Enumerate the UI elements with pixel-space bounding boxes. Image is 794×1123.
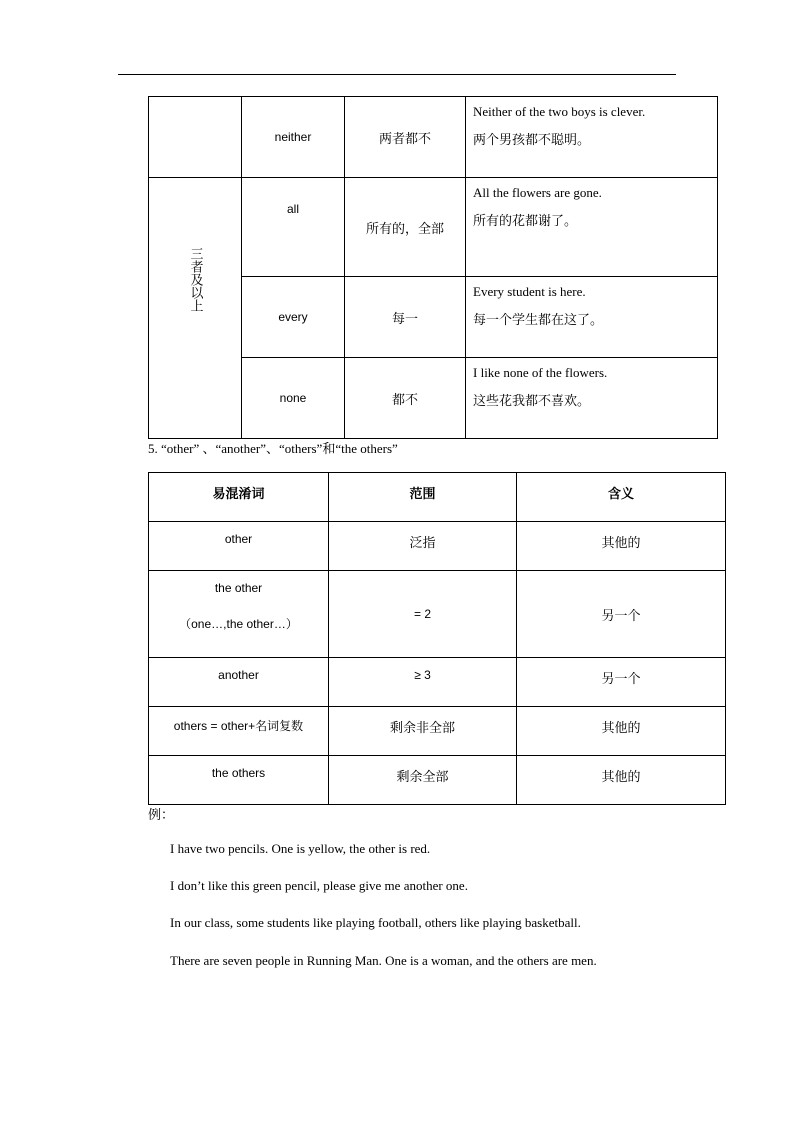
range-cell: 剩余非全部 [329,707,517,756]
table-row [149,658,726,707]
meaning-cell: 其他的 [517,707,726,756]
word-cell: all [242,178,345,277]
header-rule [118,74,676,75]
table-row [149,756,726,805]
group-cell-empty [149,97,242,178]
word-cell: other [149,522,329,571]
confusable-words-table [148,472,726,805]
word-line: （one…,the other…） [179,617,298,631]
word-cell: another [149,658,329,707]
example-zh: 所有的花都谢了。 [473,213,578,228]
determiner-table [148,96,718,439]
range-cell: = 2 [329,571,517,658]
example-en: I like none of the flowers. [473,365,608,380]
range-cell: 剩余全部 [329,756,517,805]
example-cell [466,97,718,178]
table-row [149,522,726,571]
column-header: 含义 [517,473,726,522]
example-zh: 这些花我都不喜欢。 [473,393,591,408]
meaning-cell: 其他的 [517,522,726,571]
example-en: All the flowers are gone. [473,185,602,200]
example-en: Every student is here. [473,284,586,299]
group-label: 三者及以上 [187,247,203,312]
example-sentence: I have two pencils. One is yellow, the other is red. [170,841,431,856]
example-sentence: I don’t like this green pencil, please give me another one. [170,878,468,893]
column-header: 易混淆词 [149,473,329,522]
meaning-cell: 其他的 [517,756,726,805]
word-cell: others = other+名词复数 [149,707,329,756]
word-cell: none [242,358,345,439]
word-cell: neither [242,97,345,178]
meaning-cell: 两者都不 [345,97,466,178]
range-cell: 泛指 [329,522,517,571]
word-cell: the others [149,756,329,805]
table-row [149,707,726,756]
example-cell [466,178,718,277]
example-zh: 两个男孩都不聪明。 [473,132,591,147]
example-label: 例： [148,807,175,822]
example-cell [466,277,718,358]
table-header-row [149,473,726,522]
table-row [149,97,718,178]
group-cell [149,178,242,439]
word-cell [149,571,329,658]
meaning-cell: 另一个 [517,658,726,707]
meaning-cell: 另一个 [517,571,726,658]
example-sentence: There are seven people in Running Man. One is a woman, and the others are men. [170,953,597,968]
example-en: Neither of the two boys is clever. [473,104,646,119]
table-row [149,571,726,658]
section-title: 5. “other” 、“another”、“others”和“the others” [148,441,398,456]
column-header: 范围 [329,473,517,522]
meaning-cell: 所有的，全部 [345,178,466,277]
word-cell: every [242,277,345,358]
table-row [149,178,718,277]
meaning-cell: 都不 [345,358,466,439]
example-cell [466,358,718,439]
meaning-cell: 每一 [345,277,466,358]
example-zh: 每一个学生都在这了。 [473,312,604,327]
word-line: the other [214,581,263,595]
example-sentence: In our class, some students like playing football, others like playing basketball. [170,915,581,930]
range-cell: ≥ 3 [329,658,517,707]
